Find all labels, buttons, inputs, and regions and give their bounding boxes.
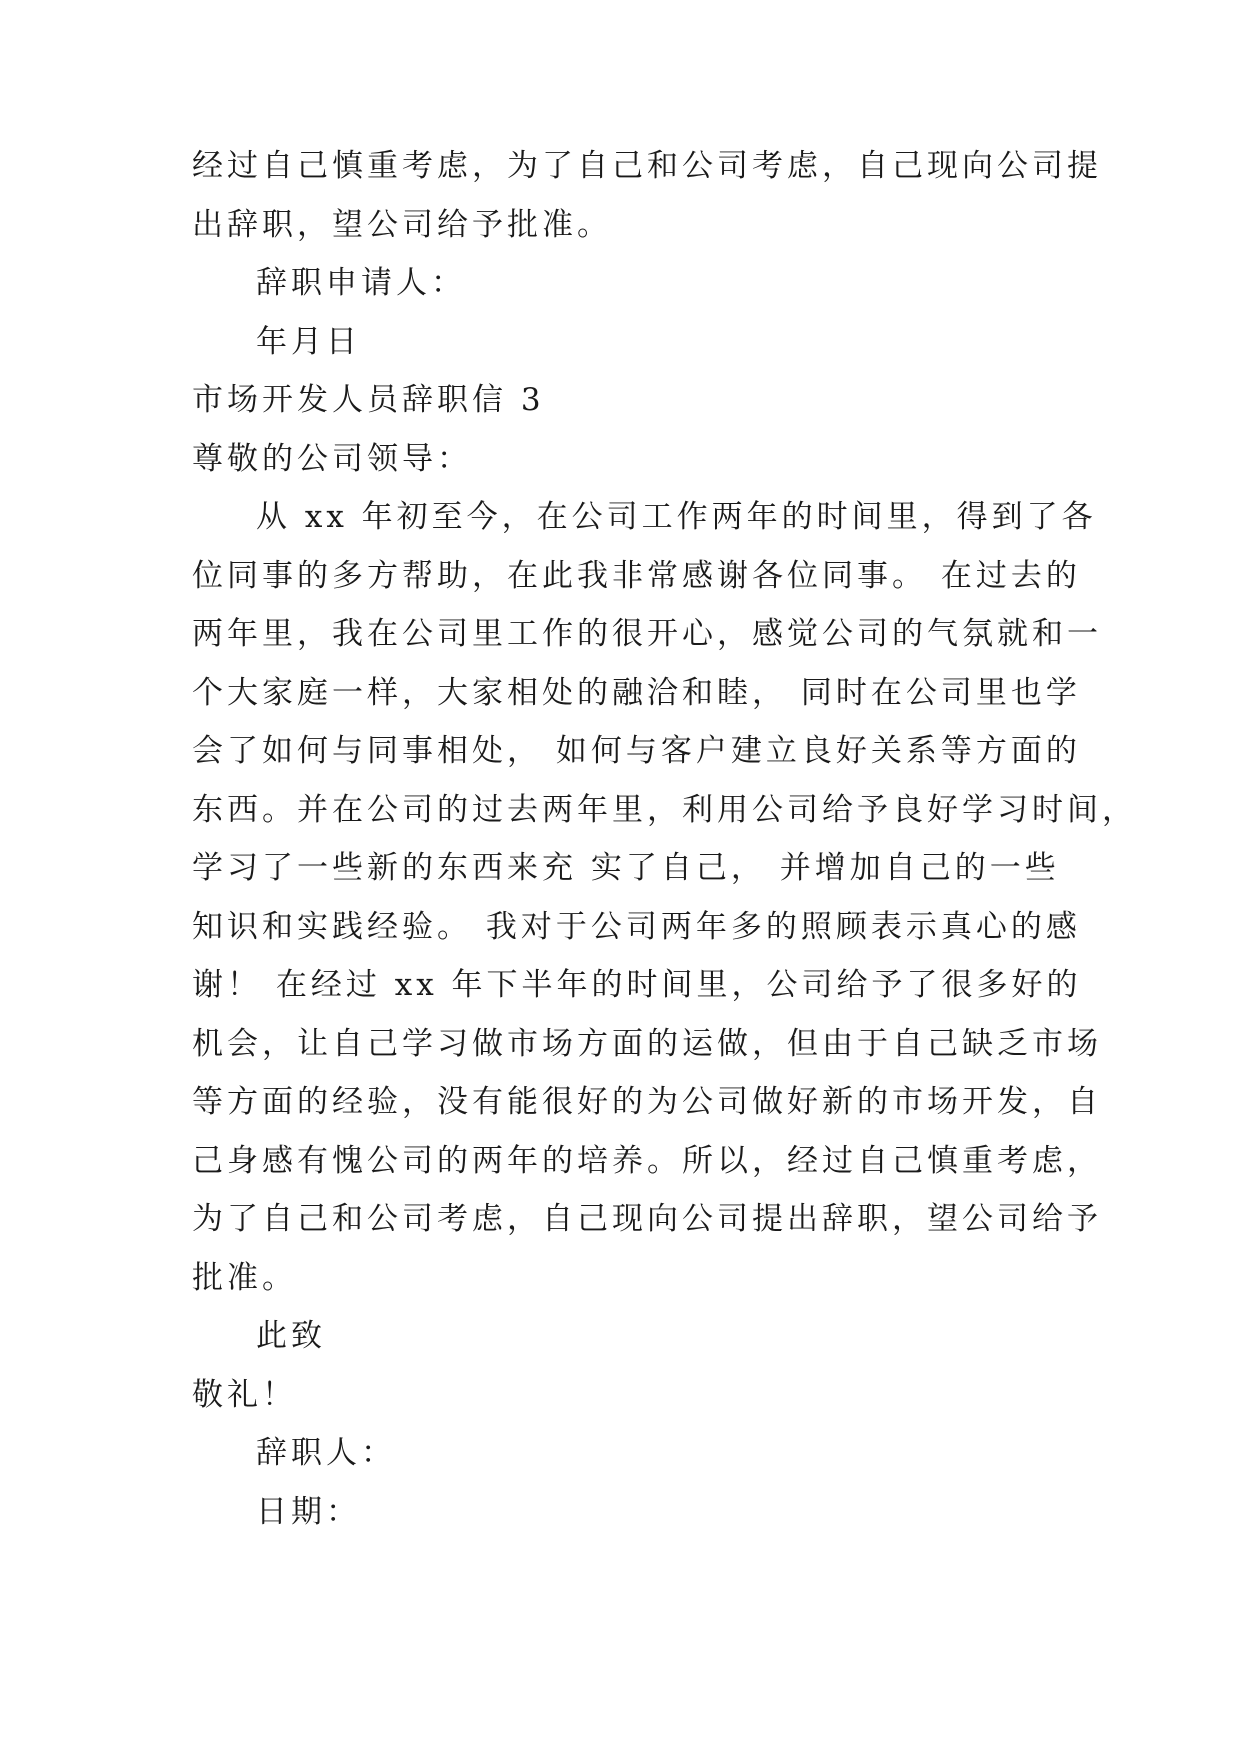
body-line-7: 学习了一些新的东西来充 实了自己， 并增加自己的一些 xyxy=(192,850,1060,886)
body-line-11: 等方面的经验，没有能很好的为公司做好新的市场开发，自 xyxy=(192,1084,1102,1120)
date-label: 年月日 xyxy=(256,323,361,360)
applicant-label: 辞职申请人： xyxy=(256,265,466,301)
body-line-1: 从 xx 年初至今，在公司工作两年的时间里，得到了各 xyxy=(256,499,1097,535)
body-line-2: 位同事的多方帮助，在此我非常感谢各位同事。 在过去的 xyxy=(192,557,1081,594)
body-line-4: 个大家庭一样，大家相处的融洽和睦， 同时在公司里也学 xyxy=(192,674,1081,711)
body-line-8: 知识和实践经验。 我对于公司两年多的照顾表示真心的感 xyxy=(192,908,1081,945)
body-line-14: 批准。 xyxy=(192,1259,297,1296)
body-line-12: 己身感有愧公司的两年的培养。所以，经过自己慎重考虑， xyxy=(192,1142,1102,1179)
intro-line-1: 经过自己慎重考虑，为了自己和公司考虑，自己现向公司提 xyxy=(192,148,1102,184)
document-body xyxy=(192,137,1137,1541)
letter-title: 市场开发人员辞职信 3 xyxy=(192,382,545,418)
body-line-10: 机会，让自己学习做市场方面的运做，但由于自己缺乏市场 xyxy=(192,1025,1102,1062)
sign-date-label: 日期： xyxy=(256,1493,361,1530)
body-line-6: 东西。并在公司的过去两年里，利用公司给予良好学习时间， xyxy=(192,791,1137,828)
salutation: 尊敬的公司领导： xyxy=(192,440,472,477)
body-line-13: 为了自己和公司考虑，自己现向公司提出辞职，望公司给予 xyxy=(192,1201,1102,1237)
regards: 敬礼！ xyxy=(192,1376,297,1413)
closing: 此致 xyxy=(256,1318,326,1354)
body-line-3: 两年里，我在公司里工作的很开心，感觉公司的气氛就和一 xyxy=(192,616,1102,652)
intro-line-2: 出辞职，望公司给予批准。 xyxy=(192,206,612,243)
body-line-9: 谢！ 在经过 xx 年下半年的时间里，公司给予了很多好的 xyxy=(192,967,1082,1003)
body-line-5: 会了如何与同事相处， 如何与客户建立良好关系等方面的 xyxy=(192,733,1081,769)
signer-label: 辞职人： xyxy=(256,1435,396,1471)
